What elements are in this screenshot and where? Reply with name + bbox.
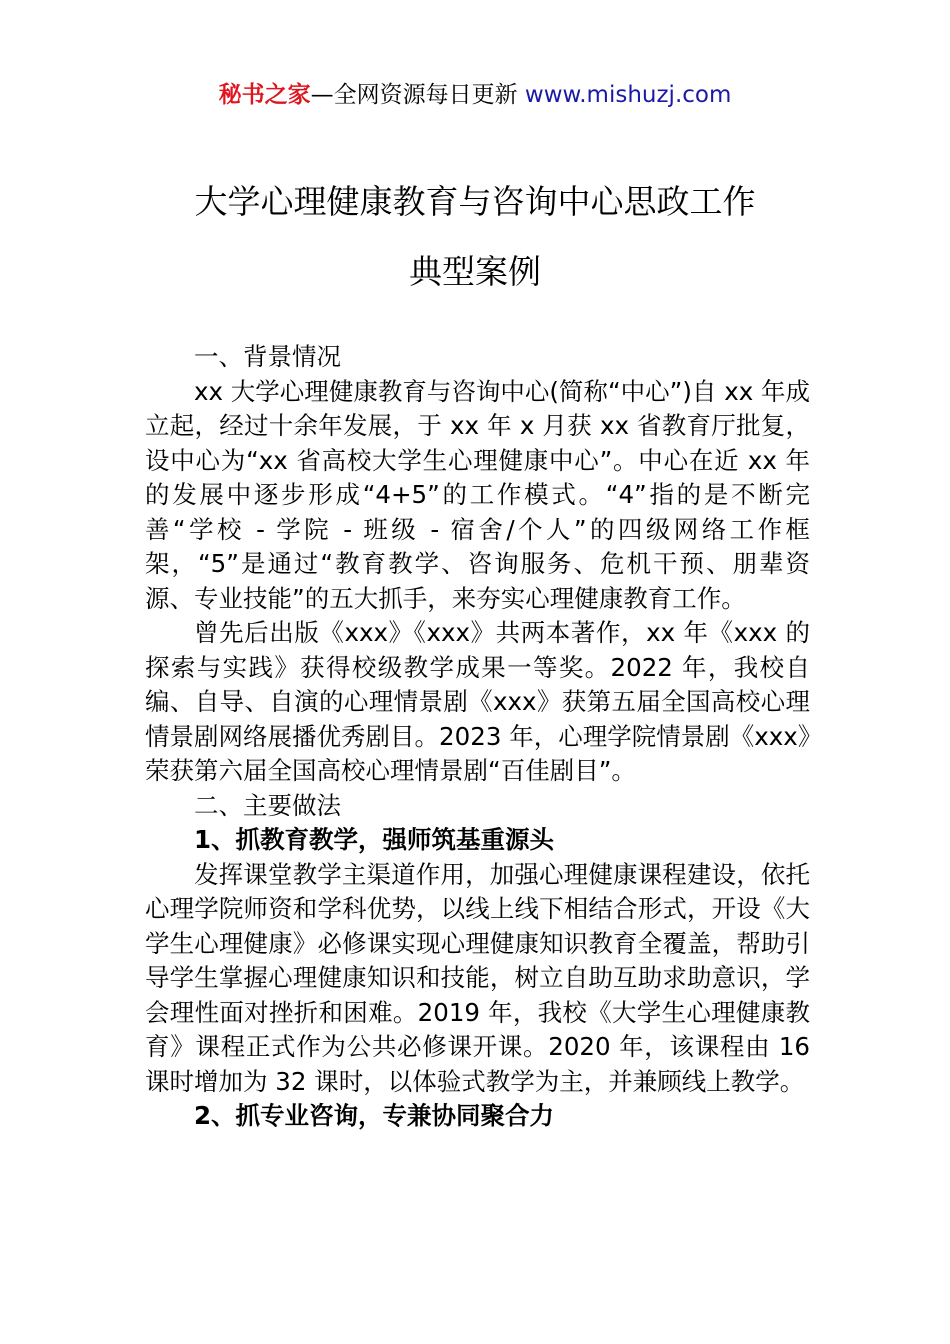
paragraph-background-1: xx 大学心理健康教育与咨询中心(简称“中心”)自 xx 年成立起，经过十余年发展，于 xx 年 x 月获 xx 省教育厅批复，设中心为“xx 省高校大学生心理健康中心”。中心在近 xx 年的发展中逐步形成“4+5”的工作模式。“4”指的是不断完善“学校 - 学院 - 班级 - 宿舍/个人”的四级网络工作框架，“5”是通过“教育教学、咨询服务、危机干预、朋辈资源、专业技能”的五大抓手，来夯实心理健康教育工作。: [145, 376, 810, 613]
document-title-line-1: 大学心理健康教育与咨询中心思政工作: [194, 182, 756, 221]
site-url-link[interactable]: www.mishuzj.com: [524, 82, 732, 108]
document-title-line-2: 典型案例: [409, 252, 541, 291]
paragraph-teaching: 发挥课堂教学主渠道作用，加强心理健康课程建设，依托心理学院师资和学科优势，以线上线下相结合形式，开设《大学生心理健康》必修课实现心理健康知识教育全覆盖，帮助引导学生掌握心理健康知识和技能，树立自助互助求助意识，学会理性面对挫折和困难。2019 年，我校《大学生心理健康教育》课程正式作为公共必修课开课。2020 年，该课程由 16 课时增加为 32 课时，以体验式教学为主，并兼顾线上教学。: [145, 859, 810, 1096]
section-heading-methods: 二、主要做法: [194, 790, 341, 820]
section-heading-background: 一、背景情况: [194, 342, 341, 371]
subheading-teaching: 1、抓教育教学，强师筑基重源头: [194, 825, 555, 854]
brand-name: 秘书之家: [218, 82, 311, 108]
subheading-counseling: 2、抓专业咨询，专兼协同聚合力: [194, 1101, 555, 1130]
site-header: [0, 78, 950, 112]
document-body: [145, 340, 810, 1134]
paragraph-background-2: 曾先后出版《xxx》《xxx》共两本著作，xx 年《xxx 的探索与实践》获得校级教学成果一等奖。2022 年，我校自编、自导、自演的心理情景剧《xxx》获第五届全国高校心理情景剧网络展播优秀剧目。2023 年，心理学院情景剧《xxx》荣获第六届全国高校心理情景剧“百佳剧目”。: [145, 618, 810, 785]
header-slogan: —全网资源每日更新: [310, 82, 518, 108]
